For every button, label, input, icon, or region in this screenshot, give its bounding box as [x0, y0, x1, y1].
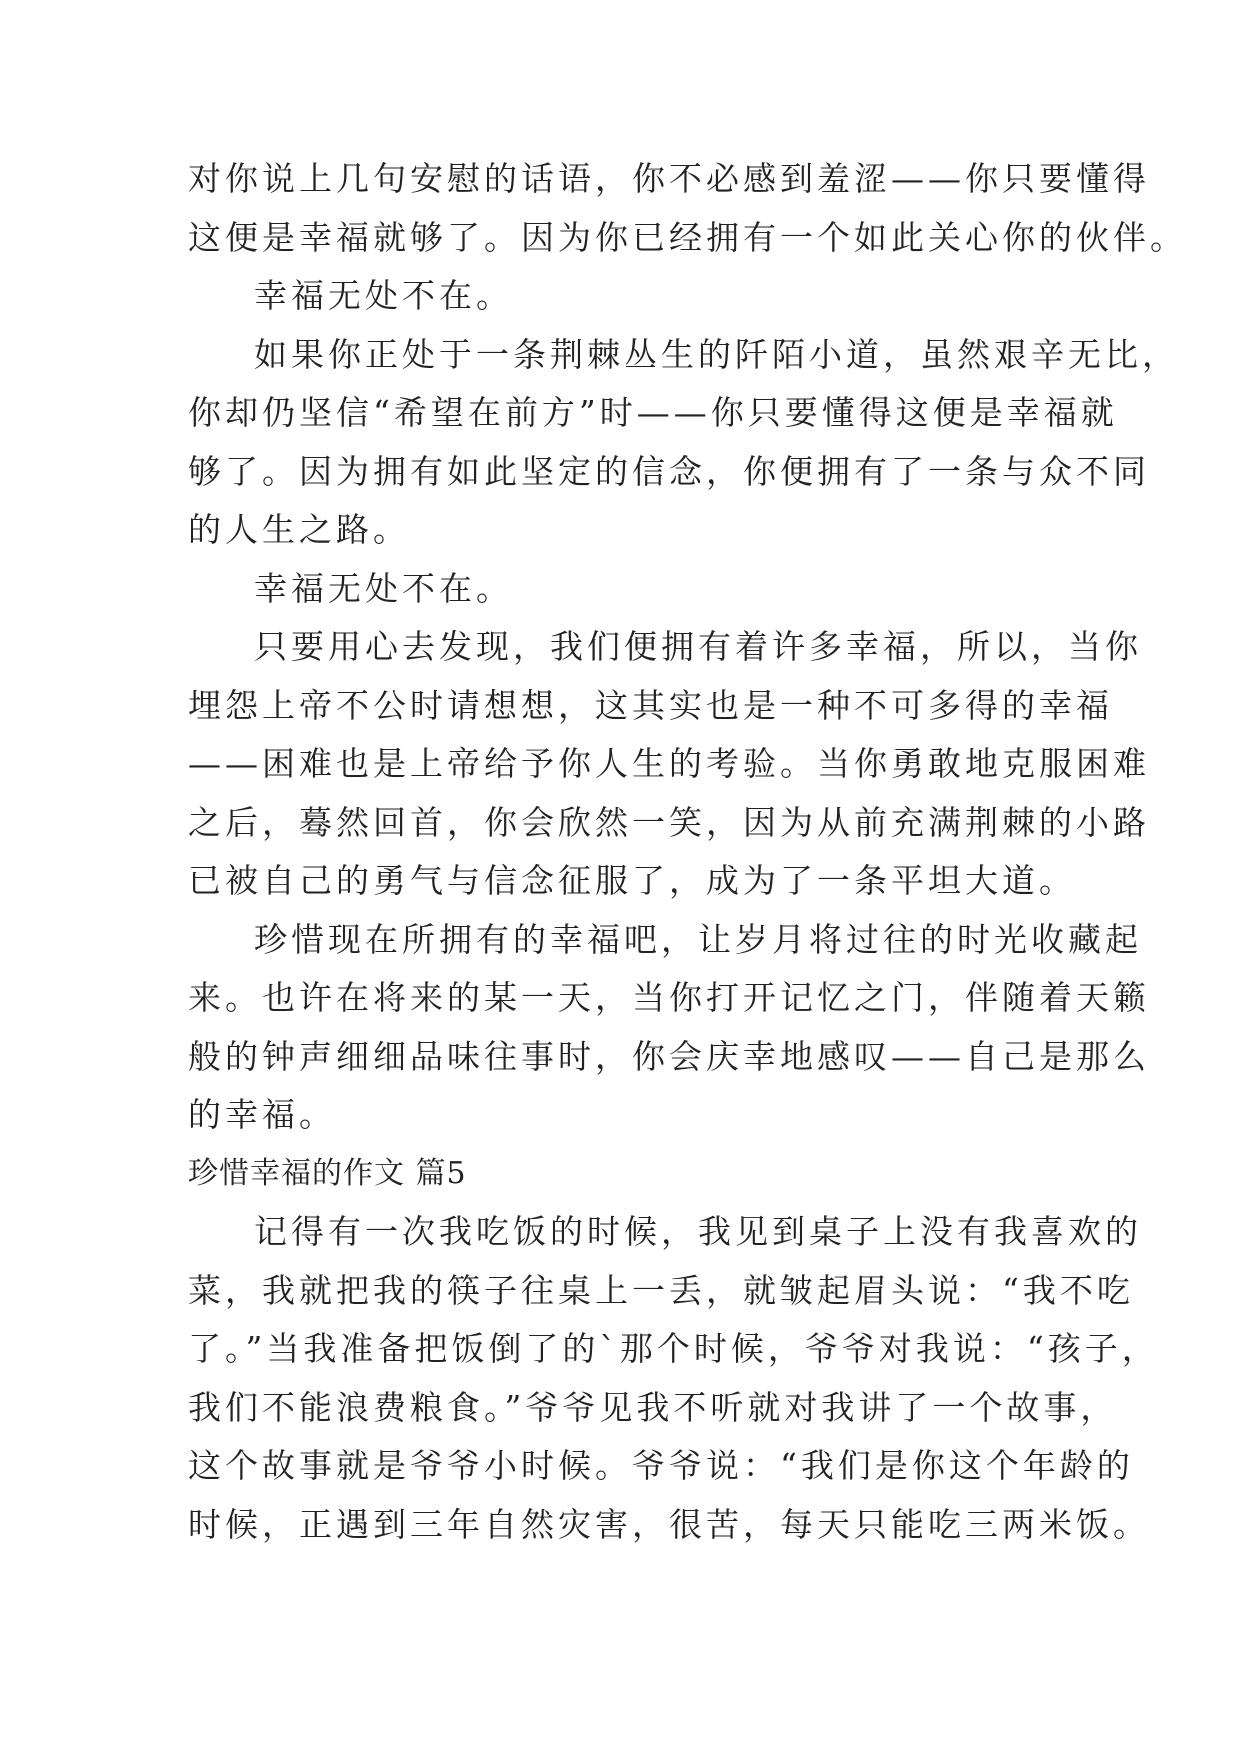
paragraph-line: 对你说上几句安慰的话语，你不必感到羞涩——你只要懂得 [188, 159, 1150, 198]
paragraph-line: 菜，我就把我的筷子往桌上一丢，就皱起眉头说：“我不吃 [188, 1270, 1134, 1310]
paragraph-line: 的人生之路。 [188, 510, 410, 549]
paragraph-line: 的幸福。 [188, 1095, 336, 1134]
paragraph-line: 只要用心去发现，我们便拥有着许多幸福，所以，当你 [254, 627, 1142, 666]
paragraph-line: 来。也许在将来的某一天，当你打开记忆之门，伴随着天籁 [188, 978, 1150, 1017]
paragraph-line: 幸福无处不在。 [254, 276, 513, 315]
paragraph-line: 埋怨上帝不公时请想想，这其实也是一种不可多得的幸福 [188, 685, 1113, 725]
paragraph-line: 珍惜现在所拥有的幸福吧，让岁月将过往的时光收藏起 [254, 919, 1142, 959]
paragraph-line: 时候，正遇到三年自然灾害，很苦，每天只能吃三两米饭。 [188, 1504, 1150, 1544]
paragraph-line: 记得有一次我吃饭的时候，我见到桌子上没有我喜欢的 [254, 1212, 1142, 1251]
paragraph-line: 你却仍坚信“希望在前方”时——你只要懂得这便是幸福就 [188, 393, 1118, 432]
section-heading: 珍惜幸福的作文 篇5 [188, 1155, 467, 1191]
paragraph-line: 这便是幸福就够了。因为你已经拥有一个如此关心你的伙伴。 [188, 217, 1187, 257]
paragraph-line: 幸福无处不在。 [254, 568, 513, 608]
document-body [188, 150, 1187, 1554]
paragraph-line: 了。”当我准备把饭倒了的`那个时候，爷爷对我说：“孩子， [188, 1329, 1159, 1368]
paragraph-line: 之后，蓦然回首，你会欣然一笑，因为从前充满荆棘的小路 [188, 802, 1150, 842]
paragraph-line: 已被自己的勇气与信念征服了，成为了一条平坦大道。 [188, 861, 1076, 900]
paragraph-line: ——困难也是上帝给予你人生的考验。当你勇敢地克服困难 [188, 744, 1150, 783]
paragraph-line: 够了。因为拥有如此坚定的信念，你便拥有了一条与众不同 [188, 451, 1150, 491]
paragraph-line: 这个故事就是爷爷小时候。爷爷说：“我们是你这个年龄的 [188, 1446, 1134, 1485]
paragraph-line: 般的钟声细细品味往事时，你会庆幸地感叹——自己是那么 [188, 1036, 1150, 1076]
paragraph-line: 如果你正处于一条荆棘丛生的阡陌小道，虽然艰辛无比， [254, 334, 1179, 374]
paragraph-line: 我们不能浪费粮食。”爷爷见我不听就对我讲了一个故事， [188, 1387, 1118, 1427]
